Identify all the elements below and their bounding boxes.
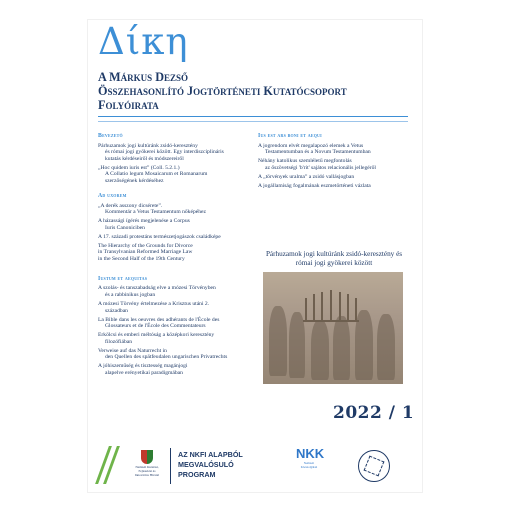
toc-item [258, 183, 410, 190]
toc-item [98, 218, 248, 231]
arch-of-titus-relief-image [263, 272, 403, 384]
toc-right-column [258, 132, 410, 192]
toc-item [98, 203, 248, 216]
toc-item-title: A 17. századi protestáns természetjogászok családképe [98, 233, 221, 240]
toc-item-line: kutatás kérdéseiről és módszereiről [105, 155, 184, 162]
toc-item-title: The Hierarchy of the Grounds for Divorce [98, 242, 193, 249]
toc-item-title: A házassági ígérés megjelenése a Corpus [98, 218, 190, 225]
toc-section [98, 133, 248, 185]
toc-item-title: Verweise auf das Naturrecht in [98, 347, 167, 354]
toc-item [98, 301, 248, 314]
toc-item-title: A jóhiszeműség és tisztesség magánjogi [98, 363, 188, 370]
crest-caption: Nemzeti Kutatási, Fejlesztési és Innovációs Hivatal [134, 465, 160, 477]
slashes-icon [98, 446, 122, 484]
toc-item-line: és a rabbinikus jogban [105, 292, 156, 299]
toc-item [98, 332, 248, 345]
toc-item-line: alapelve erényetikai paradigmában [105, 369, 183, 376]
toc-item-line: és római jogi gyökerei között. Egy interdiszciplináris [105, 149, 224, 156]
toc-item-title: A szolás- és tanszabadság elve a mózesi Törvényben [98, 285, 216, 292]
toc-item-line: A Collatio legum Mosaicarum et Romanarum [105, 171, 208, 178]
toc-item [98, 234, 248, 241]
toc-left-column [98, 132, 248, 379]
cover-footer [88, 440, 422, 492]
toc-item-line: Testamentumban és a Novum Testamentumban [265, 149, 371, 156]
toc-item-line: in the Second Half of the 19th Century [98, 255, 185, 262]
journal-title [98, 70, 418, 112]
nkk-logo-icon [296, 446, 325, 486]
toc-item [258, 174, 410, 181]
toc-item-line: Iuris Canoniciben [105, 224, 145, 231]
toc-item-title: Néhány katolikus szemléletű megfontolás [258, 158, 352, 165]
coat-of-arms-icon [132, 450, 162, 477]
section-heading: Ius est ars boni et aequi [258, 133, 322, 139]
program-line: MEGVALÓSULÓ [178, 460, 234, 469]
toc-item-line: Glossateurs et de l'École des Commentateurs [105, 323, 206, 330]
nkk-logo-text: NKK [296, 446, 325, 461]
section-heading: Iustum et aequitas [98, 275, 148, 282]
issue-number: 2022 / 1 [333, 403, 415, 423]
toc-item-title: La Bible dans les oeuvres des adhérants de l'École des [98, 316, 220, 323]
toc-section [98, 193, 248, 263]
journal-title-line: A Márkus Dezső [98, 70, 189, 84]
toc-item [258, 158, 410, 171]
toc-item-title: „Hoc quidem iuris est” (Coll. 5.2.1.) [98, 164, 180, 171]
nkk-logo-caption: Nemzeti Közszolgálati [300, 461, 318, 469]
toc-item-title: Erkölcsi és emberi méltóság a középkori keresztény [98, 332, 215, 339]
toc-item [98, 363, 248, 376]
toc-item-title: A mózesi Törvény értelmezése a Krisztus utáni 2. [98, 301, 210, 308]
toc-item [258, 143, 410, 156]
program-text [178, 450, 243, 480]
journal-cover [88, 20, 422, 492]
toc-item-title: A jogállamiság fogalmának eszmetörténeti vázlata [258, 182, 371, 189]
journal-title-line: Folyóirata [98, 98, 159, 112]
section-heading: Bevezető [98, 133, 123, 139]
toc-item-title: Párhuzamok jogi kultúránk zsidó-keresztény [98, 142, 198, 149]
journal-title-line: Összehasonlító Jogtörténeti Kutatócsoport [98, 84, 347, 98]
toc-item-line: az őszövetségi 'b'rit' sajátos relacionális jellegéről [265, 164, 376, 171]
toc-item-line: Kommentár a Vetus Testamentum nőképéhez [105, 209, 206, 216]
circular-emblem-icon [358, 450, 390, 482]
toc-item [98, 348, 248, 361]
program-line: AZ NKFI ALAPBÓL [178, 450, 243, 459]
toc-section [98, 276, 248, 377]
toc-item [98, 317, 248, 330]
toc-item-title: A jogrendom elvét megalapozó elemek a Vetus [258, 142, 364, 149]
toc-item-line: in Transylvanian Reformed Marriage Law [98, 249, 193, 256]
toc-item-title: „A derék asszony dicsérete”. [98, 202, 163, 209]
toc-item [98, 285, 248, 298]
toc-item [98, 165, 248, 185]
feature-title: Párhuzamok jogi kultúránk zsidó-keresztény és római jogi gyökerei között [265, 250, 403, 267]
journal-logo: Δίκη [98, 20, 189, 63]
toc-item-line: szerzőségének kérdéséhez [105, 177, 164, 184]
program-line: PROGRAM [178, 470, 216, 479]
title-divider-thin [98, 121, 408, 122]
toc-item [98, 143, 248, 163]
toc-item-line: században [105, 307, 128, 314]
toc-item-line: filozófiában [105, 338, 133, 345]
title-divider [98, 116, 408, 117]
toc-item [98, 243, 248, 263]
footer-divider [170, 448, 171, 484]
section-heading: Ad uxorem [98, 192, 127, 199]
menorah-icon [303, 290, 359, 322]
toc-item-title: A „törvények uralma” a zsidó vallásjogban [258, 173, 355, 180]
toc-item-line: den Quellen des spätfeudalen ungarischen Privatrechts [105, 354, 228, 361]
